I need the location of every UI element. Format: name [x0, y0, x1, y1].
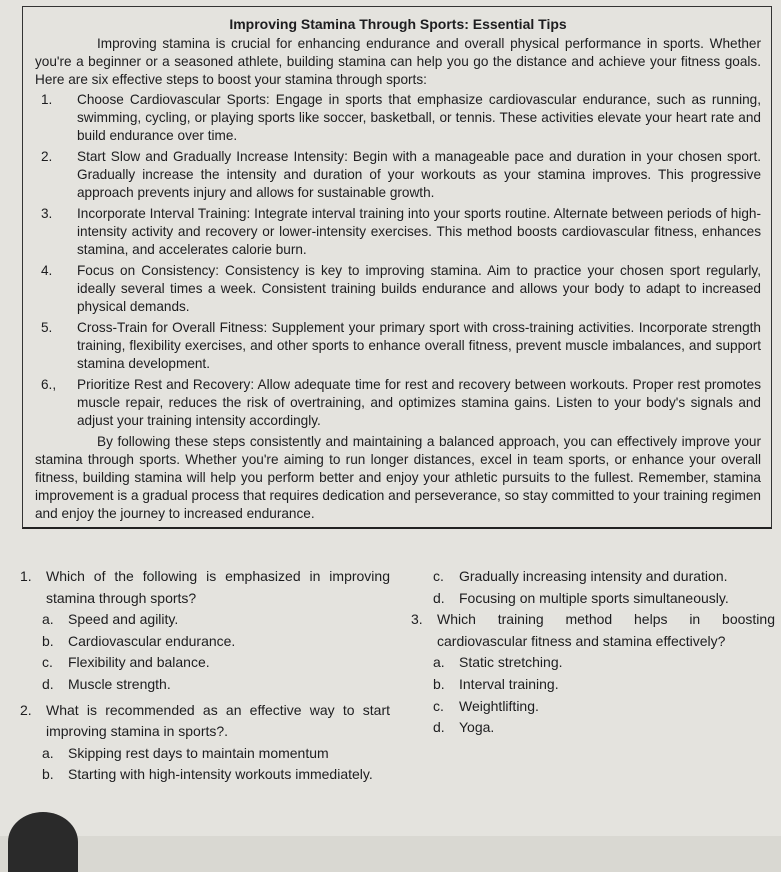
question-text: Which of the following is emphasized in improving stamina through sports? — [46, 568, 390, 606]
option-item[interactable] — [405, 588, 775, 610]
option-text: Yoga. — [459, 719, 495, 736]
option-item[interactable] — [20, 609, 390, 631]
option-item[interactable] — [405, 696, 775, 718]
option-item[interactable] — [405, 674, 775, 696]
passage-title: Improving Stamina Through Sports: Essential Tips — [229, 16, 567, 32]
option-letter: b. — [433, 675, 445, 692]
option-item[interactable] — [20, 764, 390, 786]
steps-list — [35, 91, 761, 430]
step-item — [35, 376, 761, 430]
option-letter: a. — [42, 744, 54, 761]
question-number: 2. — [20, 701, 32, 718]
step-text: Focus on Consistency: Consistency is key to improving stamina. Aim to practice your chosen sport regularly, ideally several times a week. Consistent training builds endurance and allows your body to adapt to increased physical demands. — [77, 263, 761, 314]
option-text: Static stretching. — [459, 654, 563, 671]
step-item — [35, 91, 761, 145]
option-item[interactable] — [405, 652, 775, 674]
step-text: Choose Cardiovascular Sports: Engage in sports that emphasize cardiovascular endurance, such as running, swimming, cycling, or playing sports like soccer, basketball, or tennis. These activities elevate your heart rate and build endurance over time. — [77, 92, 761, 143]
option-letter: b. — [42, 766, 54, 783]
questions-right-column — [405, 566, 775, 739]
step-number: 6., — [41, 377, 57, 392]
reading-passage-box — [22, 6, 772, 529]
step-number: 4. — [41, 263, 53, 278]
option-text: Gradually increasing intensity and duration. — [459, 568, 728, 584]
option-letter: d. — [433, 589, 445, 606]
option-text: Cardiovascular endurance. — [68, 632, 236, 649]
questions-left-column — [20, 566, 390, 786]
question-number: 3. — [411, 611, 423, 628]
option-item[interactable] — [405, 717, 775, 739]
step-text: Cross-Train for Overall Fitness: Supplement your primary sport with cross-training activities. Incorporate strength training, flexibility exercises, and other sports to enhance overall fitness, prevent muscle imbalances, and support stamina development. — [77, 320, 761, 371]
option-letter: a. — [433, 654, 445, 671]
option-text: Muscle strength. — [68, 675, 171, 692]
step-item — [35, 148, 761, 202]
option-text: Skipping rest days to maintain momentum — [68, 744, 329, 761]
step-item — [35, 319, 761, 373]
option-item[interactable] — [20, 652, 390, 674]
option-letter: d. — [42, 675, 54, 692]
question-2 — [20, 700, 390, 743]
option-letter: b. — [42, 632, 54, 649]
passage-conclusion: By following these steps consistently and maintaining a balanced approach, you can effectively improve your stamina through sports. Whether you're aiming to run longer distances, excel in team sports, or enhance your overall fitness, building stamina will help you perform better and enjoy your athletic pursuits to the fullest. Remember, stamina improvement is a gradual process that requires dedication and perseverance, so stay committed to your training regimen and enjoy the journey to increased endurance. — [35, 434, 761, 521]
finger-shadow — [8, 812, 78, 872]
passage-intro: Improving stamina is crucial for enhancing endurance and overall physical performance in sports. Whether you're a beginner or a seasoned athlete, building stamina can help you go the distance and achieve your fitness goals. Here are six effective steps to boost your stamina through sports: — [35, 36, 761, 87]
option-letter: c. — [433, 568, 444, 584]
step-number: 3. — [41, 206, 53, 221]
option-text: Flexibility and balance. — [68, 654, 210, 671]
question-text: Which training method helps in boosting cardiovascular fitness and stamina effectively? — [437, 611, 775, 649]
option-item[interactable] — [405, 566, 775, 588]
step-number: 5. — [41, 320, 53, 335]
question-3 — [405, 609, 775, 652]
option-letter: c. — [42, 654, 53, 671]
option-text: Interval training. — [459, 675, 559, 692]
step-number: 2. — [41, 149, 53, 164]
question-number: 1. — [20, 568, 32, 584]
step-number: 1. — [41, 92, 53, 107]
option-letter: c. — [433, 697, 444, 714]
step-text: Prioritize Rest and Recovery: Allow adequate time for rest and recovery between workouts. Proper rest promotes muscle repair, reduces the risk of overtraining, and optimizes stamina gains. Listen to your body's signals and adjust your training intensity accordingly. — [77, 377, 761, 428]
option-item[interactable] — [20, 743, 390, 765]
option-item[interactable] — [20, 631, 390, 653]
option-text: Speed and agility. — [68, 611, 179, 628]
step-item — [35, 262, 761, 316]
step-text: Start Slow and Gradually Increase Intensity: Begin with a manageable pace and duration in your chosen sport. Gradually increase the intensity and duration of your workouts as your stamina improves. This progressive approach prevents injury and allows for sustainable growth. — [77, 149, 761, 200]
option-letter: d. — [433, 719, 445, 736]
step-text: Incorporate Interval Training: Integrate interval training into your sports routine. Alternate between periods of high-intensity activity and recovery or lower-intensity exercises. This method boosts cardiovascular fitness, enhances stamina, and accelerates calorie burn. — [77, 206, 761, 257]
option-text: Weightlifting. — [459, 697, 539, 714]
question-text: What is recommended as an effective way to start improving stamina in sports?. — [46, 701, 390, 740]
option-text: Starting with high-intensity workouts immediately. — [68, 766, 373, 783]
option-item[interactable] — [20, 674, 390, 696]
option-letter: a. — [42, 611, 54, 628]
step-item — [35, 205, 761, 259]
question-1 — [20, 566, 390, 609]
option-text: Focusing on multiple sports simultaneously. — [459, 589, 729, 606]
